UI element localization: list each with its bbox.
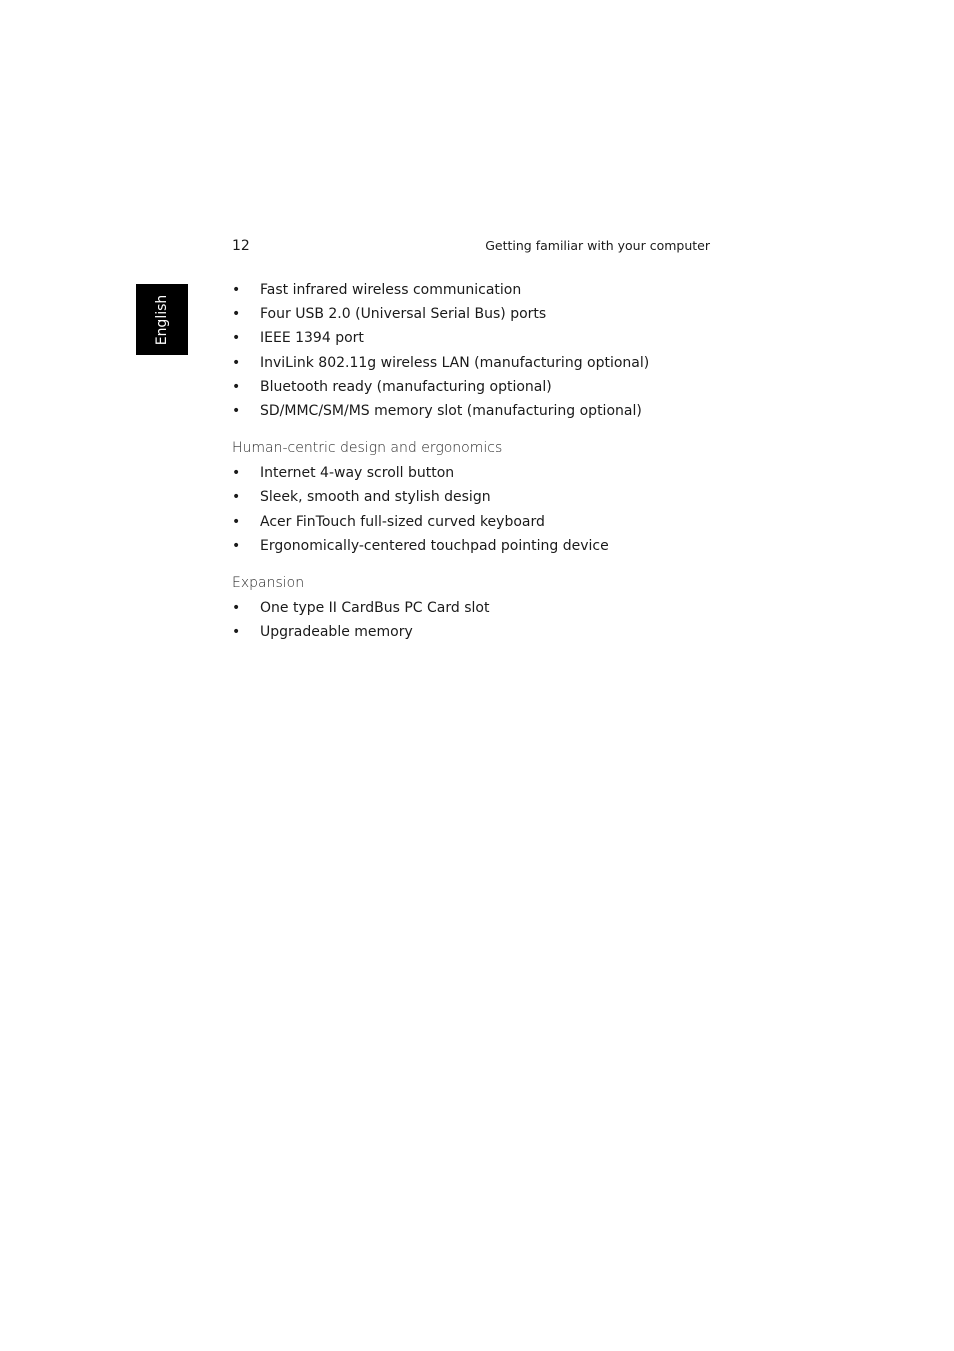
page-content <box>232 278 732 644</box>
section-expansion <box>232 573 732 644</box>
list-item <box>232 510 732 534</box>
bullet-icon: • <box>232 403 241 420</box>
bullet-icon: • <box>232 282 241 298</box>
list-item-text: Four USB 2.0 (Universal Serial Bus) ports <box>260 306 547 323</box>
list-item <box>232 596 732 620</box>
list-item <box>232 278 732 302</box>
feature-list <box>232 278 732 423</box>
bullet-icon: • <box>232 306 241 323</box>
list-item <box>232 326 732 350</box>
bullet-icon: • <box>232 378 241 395</box>
list-item-text: Ergonomically-centered touchpad pointing device <box>260 537 609 554</box>
bullet-icon: • <box>232 489 241 506</box>
list-item-text: Sleek, smooth and stylish design <box>260 489 491 506</box>
running-header: Getting familiar with your computer <box>485 238 710 253</box>
list-item <box>232 375 732 399</box>
list-item-text: Fast infrared wireless communication <box>260 282 522 298</box>
bullet-icon: • <box>232 330 241 347</box>
list-item <box>232 399 732 423</box>
bullet-icon: • <box>232 537 241 554</box>
list-item-text: Acer FinTouch full-sized curved keyboard <box>260 513 545 530</box>
feature-list <box>232 461 732 558</box>
list-item <box>232 620 732 644</box>
section-ergonomics <box>232 438 732 558</box>
list-item <box>232 302 732 326</box>
bullet-icon: • <box>232 513 241 530</box>
bullet-icon: • <box>232 600 241 617</box>
page-number: 12 <box>232 238 250 254</box>
bullet-icon: • <box>232 354 241 371</box>
list-item-text: InviLink 802.11g wireless LAN (manufacturing optional) <box>260 354 650 371</box>
section-heading: Human-centric design and ergonomics <box>232 440 503 457</box>
list-item <box>232 461 732 485</box>
language-tab <box>136 284 188 355</box>
list-item <box>232 351 732 375</box>
list-item <box>232 485 732 509</box>
list-item-text: IEEE 1394 port <box>260 330 364 347</box>
list-item <box>232 534 732 558</box>
feature-list <box>232 596 732 644</box>
list-item-text: Bluetooth ready (manufacturing optional) <box>260 378 552 395</box>
list-item-text: One type II CardBus PC Card slot <box>260 600 490 617</box>
list-item-text: SD/MMC/SM/MS memory slot (manufacturing optional) <box>260 403 642 420</box>
bullet-icon: • <box>232 624 241 641</box>
language-tab-label: English <box>154 294 170 346</box>
list-item-text: Upgradeable memory <box>260 624 413 641</box>
list-item-text: Internet 4-way scroll button <box>260 465 455 482</box>
bullet-icon: • <box>232 465 241 482</box>
section-heading: Expansion <box>232 575 305 592</box>
